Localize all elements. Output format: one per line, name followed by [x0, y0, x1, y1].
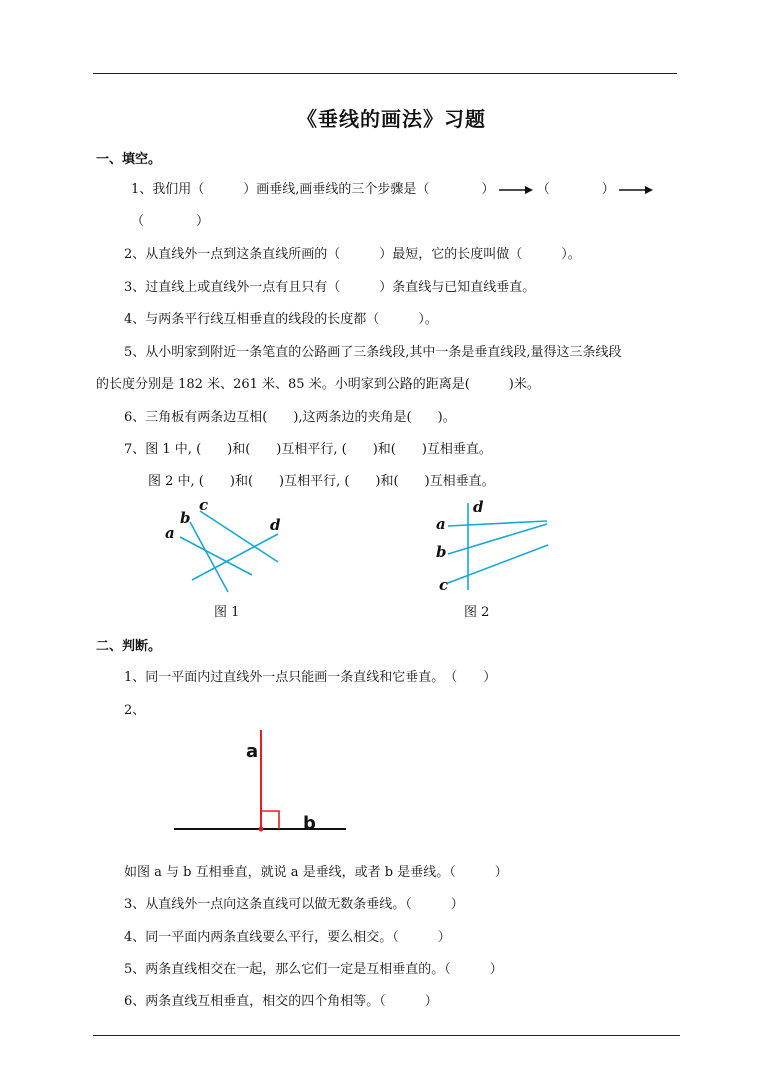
- section-fill-in-heading: 一、填空。: [96, 152, 162, 167]
- question-1-text: 1、我们用（ ）画垂线,画垂线的三个步骤是（ ）: [131, 182, 495, 197]
- header-rule: [93, 73, 677, 74]
- fig3-label-b: b: [303, 813, 316, 834]
- figure-2-caption: 图 2: [464, 605, 490, 620]
- fig2-line-a: [448, 521, 547, 526]
- judge-2: 2、: [124, 703, 146, 718]
- fig1-line-d: [192, 534, 278, 580]
- question-7-line2: 图 2 中, ( )和( )互相平行, ( )和( )互相垂直。: [148, 474, 495, 489]
- page-title: 《垂线的画法》习题: [297, 107, 486, 131]
- fig1-label-d: d: [270, 516, 281, 534]
- fig2-label-a: a: [436, 515, 446, 533]
- right-angle-mark: [261, 811, 279, 829]
- arrow-right-icon: [619, 185, 653, 195]
- question-7-line1: 7、图 1 中, ( )和( )互相平行, ( )和( )互相垂直。: [124, 442, 492, 457]
- figure-1-caption: 图 1: [214, 605, 240, 620]
- arrow-right-icon: [499, 185, 533, 195]
- section-judge-heading: 二、判断。: [96, 639, 162, 654]
- fig1-label-a: a: [165, 524, 175, 542]
- question-1-line1: [131, 178, 653, 197]
- fig3-label-a: a: [246, 741, 259, 762]
- fig2-label-c: c: [439, 576, 449, 594]
- fig1-line-b: [190, 522, 228, 592]
- question-5-line2: 的长度分别是 182 米、261 米、85 米。小明家到公路的距离是( )米。: [96, 377, 540, 392]
- fig2-label-d: d: [473, 498, 484, 516]
- fig1-label-b: b: [180, 509, 191, 527]
- question-4: 4、与两条平行线互相垂直的线段的长度都（ ）。: [124, 312, 438, 327]
- question-3: 3、过直线上或直线外一点有且只有（ ）条直线与已知直线垂直。: [124, 280, 536, 295]
- question-1-step2: （ ）: [536, 182, 615, 197]
- judge-6: 6、两条直线互相垂直，相交的四个角相等。（ ）: [124, 994, 438, 1009]
- question-6: 6、三角板有两条边互相( ),这两条边的夹角是( )。: [124, 410, 456, 425]
- question-1-step3: （ ）: [131, 214, 210, 229]
- fig1-label-c: c: [199, 496, 209, 514]
- judge-2-statement: 如图 a 与 b 互相垂直，就说 a 是垂线，或者 b 是垂线。（ ）: [124, 865, 508, 880]
- question-2: 2、从直线外一点到这条直线所画的（ ）最短，它的长度叫做（ ）。: [124, 247, 581, 262]
- judge-4: 4、同一平面内两条直线要么平行，要么相交。（ ）: [124, 930, 451, 945]
- intersection-point: [259, 827, 264, 832]
- footer-rule: [93, 1035, 680, 1036]
- fig2-line-c: [448, 545, 548, 583]
- judge-5: 5、两条直线相交在一起，那么它们一定是互相垂直的。（ ）: [124, 962, 503, 977]
- figure-1: [160, 497, 300, 592]
- fig2-line-b: [448, 524, 547, 554]
- fig2-label-b: b: [436, 543, 447, 561]
- figure-2: [430, 497, 570, 592]
- judge-3: 3、从直线外一点向这条直线可以做无数条垂线。（ ）: [124, 897, 464, 912]
- judge-1: 1、同一平面内过直线外一点只能画一条直线和它垂直。 （ ）: [124, 670, 497, 685]
- figure-3: [170, 730, 360, 835]
- question-5-line1: 5、从小明家到附近一条笔直的公路画了三条线段,其中一条是垂直线段,量得这三条线段: [124, 345, 622, 360]
